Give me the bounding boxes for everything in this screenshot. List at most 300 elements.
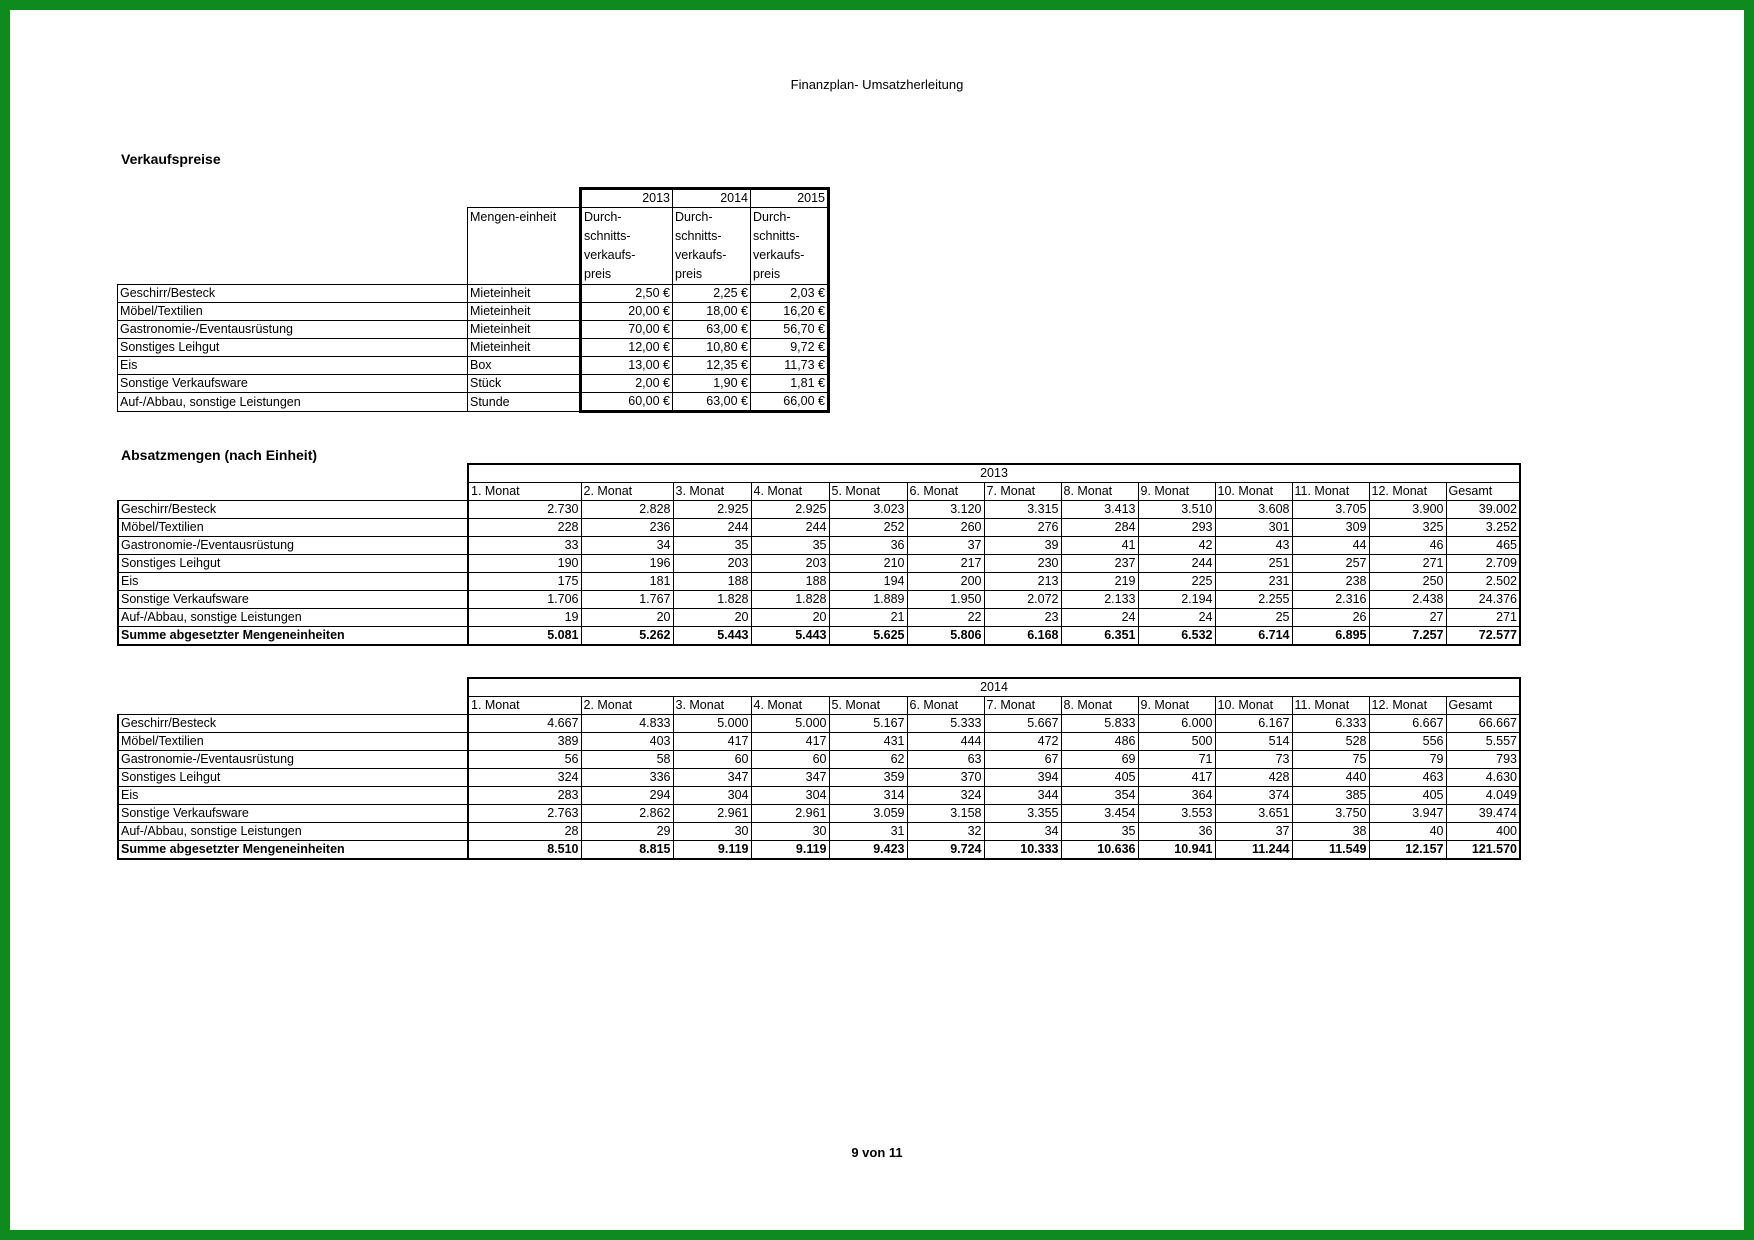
month-header: 10. Monat <box>1215 697 1292 715</box>
quantity-value: 196 <box>581 555 673 573</box>
quantity-value: 385 <box>1292 787 1369 805</box>
page-number: 9 von 11 <box>851 1145 903 1160</box>
price-year-2015: 2015 <box>751 189 829 208</box>
quantity-value: 30 <box>751 823 829 841</box>
quantity-value: 38 <box>1292 823 1369 841</box>
quantity-value: 67 <box>984 751 1061 769</box>
price-value: 56,70 € <box>751 321 829 339</box>
price-row-label: Auf-/Abbau, sonstige Leistungen <box>118 393 468 412</box>
quantity-value: 188 <box>673 573 751 591</box>
quantity-value: 400 <box>1446 823 1520 841</box>
quantity-value: 28 <box>468 823 581 841</box>
quantity-value: 63 <box>907 751 984 769</box>
quantity-value: 3.413 <box>1061 501 1138 519</box>
quantity-value: 244 <box>673 519 751 537</box>
quantity-value: 2.763 <box>468 805 581 823</box>
quantity-sum-value: 5.081 <box>468 627 581 646</box>
quantity-value: 2.925 <box>673 501 751 519</box>
price-row <box>118 339 829 357</box>
price-row-label: Geschirr/Besteck <box>118 285 468 303</box>
quantity-value: 260 <box>907 519 984 537</box>
quantity-value: 3.252 <box>1446 519 1520 537</box>
quantity-value: 463 <box>1369 769 1446 787</box>
quantity-value: 79 <box>1369 751 1446 769</box>
quantity-sum-value: 9.423 <box>829 841 907 860</box>
quantity-value: 4.833 <box>581 715 673 733</box>
month-header: Gesamt <box>1446 483 1520 501</box>
price-row-unit: Mieteinheit <box>468 303 581 321</box>
quantity-value: 24.376 <box>1446 591 1520 609</box>
quantity-value: 444 <box>907 733 984 751</box>
quantity-row <box>118 573 1520 591</box>
quantity-value: 41 <box>1061 537 1138 555</box>
price-row-unit: Mieteinheit <box>468 339 581 357</box>
quantity-year-row <box>118 678 1520 697</box>
quantity-value: 203 <box>751 555 829 573</box>
quantity-value: 36 <box>1138 823 1215 841</box>
price-value: 20,00 € <box>581 303 673 321</box>
quantity-value: 2.862 <box>581 805 673 823</box>
quantity-sum-value: 121.570 <box>1446 841 1520 860</box>
price-value: 1,81 € <box>751 375 829 393</box>
quantity-value: 4.630 <box>1446 769 1520 787</box>
quantity-value: 465 <box>1446 537 1520 555</box>
quantity-value: 3.454 <box>1061 805 1138 823</box>
quantity-value: 31 <box>829 823 907 841</box>
quantity-sum-value: 5.443 <box>673 627 751 646</box>
quantity-year-header: 2013 <box>468 464 1520 483</box>
price-value: 12,35 € <box>673 357 751 375</box>
quantity-row <box>118 751 1520 769</box>
quantity-row-label: Gastronomie-/Eventausrüstung <box>118 751 468 769</box>
quantity-sum-value: 5.262 <box>581 627 673 646</box>
price-value: 66,00 € <box>751 393 829 412</box>
quantity-value: 3.651 <box>1215 805 1292 823</box>
quantity-value: 71 <box>1138 751 1215 769</box>
quantity-value: 200 <box>907 573 984 591</box>
month-header: 4. Monat <box>751 483 829 501</box>
quantity-value: 2.438 <box>1369 591 1446 609</box>
quantity-value: 428 <box>1215 769 1292 787</box>
quantity-value: 3.750 <box>1292 805 1369 823</box>
quantity-row <box>118 609 1520 627</box>
quantity-value: 66.667 <box>1446 715 1520 733</box>
quantity-value: 30 <box>673 823 751 841</box>
quantity-row-label: Eis <box>118 787 468 805</box>
quantity-row <box>118 769 1520 787</box>
quantity-value: 2.255 <box>1215 591 1292 609</box>
quantity-value: 219 <box>1061 573 1138 591</box>
quantity-value: 40 <box>1369 823 1446 841</box>
quantity-month-row <box>118 697 1520 715</box>
quantity-row-label: Möbel/Textilien <box>118 733 468 751</box>
page-title: Finanzplan- Umsatzherleitung <box>790 77 964 92</box>
price-value: 2,03 € <box>751 285 829 303</box>
quantity-value: 4.667 <box>468 715 581 733</box>
quantity-value: 347 <box>751 769 829 787</box>
quantity-row <box>118 555 1520 573</box>
quantity-value: 2.194 <box>1138 591 1215 609</box>
quantity-value: 359 <box>829 769 907 787</box>
quantity-row-label: Gastronomie-/Eventausrüstung <box>118 537 468 555</box>
quantity-value: 39.002 <box>1446 501 1520 519</box>
quantity-value: 440 <box>1292 769 1369 787</box>
quantity-value: 23 <box>984 609 1061 627</box>
price-row-unit: Mieteinheit <box>468 285 581 303</box>
quantity-value: 60 <box>751 751 829 769</box>
quantity-row-label: Sonstiges Leihgut <box>118 555 468 573</box>
quantity-value: 22 <box>907 609 984 627</box>
prices-section-title: Verkaufspreise <box>121 151 221 167</box>
price-row-label: Gastronomie-/Eventausrüstung <box>118 321 468 339</box>
quantity-row <box>118 519 1520 537</box>
price-year-2013: 2013 <box>581 189 673 208</box>
quantity-value: 793 <box>1446 751 1520 769</box>
month-header: 5. Monat <box>829 697 907 715</box>
quantity-row <box>118 537 1520 555</box>
month-header: 2. Monat <box>581 483 673 501</box>
quantity-value: 324 <box>907 787 984 805</box>
month-header: 9. Monat <box>1138 697 1215 715</box>
quantity-value: 472 <box>984 733 1061 751</box>
quantity-value: 394 <box>984 769 1061 787</box>
quantity-value: 58 <box>581 751 673 769</box>
quantity-value: 35 <box>673 537 751 555</box>
quantity-value: 3.510 <box>1138 501 1215 519</box>
quantity-value: 39.474 <box>1446 805 1520 823</box>
price-value: 2,25 € <box>673 285 751 303</box>
month-header: 12. Monat <box>1369 483 1446 501</box>
quantity-sum-label: Summe abgesetzter Mengeneinheiten <box>118 627 468 646</box>
quantity-value: 324 <box>468 769 581 787</box>
quantity-value: 271 <box>1369 555 1446 573</box>
quantity-row-label: Auf-/Abbau, sonstige Leistungen <box>118 823 468 841</box>
quantity-value: 27 <box>1369 609 1446 627</box>
quantity-value: 37 <box>907 537 984 555</box>
quantity-value: 3.900 <box>1369 501 1446 519</box>
quantity-value: 344 <box>984 787 1061 805</box>
quantity-value: 236 <box>581 519 673 537</box>
quantity-value: 389 <box>468 733 581 751</box>
quantity-value: 35 <box>1061 823 1138 841</box>
quantity-value: 3.355 <box>984 805 1061 823</box>
quantity-value: 244 <box>1138 555 1215 573</box>
quantity-value: 20 <box>581 609 673 627</box>
month-header: 6. Monat <box>907 483 984 501</box>
price-value: 12,00 € <box>581 339 673 357</box>
quantity-value: 25 <box>1215 609 1292 627</box>
quantity-value: 293 <box>1138 519 1215 537</box>
quantity-row-label: Sonstiges Leihgut <box>118 769 468 787</box>
month-header: 12. Monat <box>1369 697 1446 715</box>
quantity-value: 42 <box>1138 537 1215 555</box>
quantity-value: 6.667 <box>1369 715 1446 733</box>
quantity-sum-label: Summe abgesetzter Mengeneinheiten <box>118 841 468 860</box>
quantity-value: 1.767 <box>581 591 673 609</box>
quantity-value: 3.553 <box>1138 805 1215 823</box>
month-header: 11. Monat <box>1292 697 1369 715</box>
quantity-value: 26 <box>1292 609 1369 627</box>
quantity-sum-value: 5.443 <box>751 627 829 646</box>
quantity-year-row <box>118 464 1520 483</box>
price-value: 63,00 € <box>673 393 751 412</box>
month-header: 9. Monat <box>1138 483 1215 501</box>
quantity-value: 3.705 <box>1292 501 1369 519</box>
price-desc-header: Durch- schnitts- verkaufs- preis <box>581 208 673 285</box>
quantity-value: 181 <box>581 573 673 591</box>
quantity-value: 5.333 <box>907 715 984 733</box>
month-header: 8. Monat <box>1061 483 1138 501</box>
quantity-row-label: Geschirr/Besteck <box>118 715 468 733</box>
quantity-value: 5.833 <box>1061 715 1138 733</box>
quantity-value: 336 <box>581 769 673 787</box>
quantity-value: 46 <box>1369 537 1446 555</box>
quantity-value: 3.059 <box>829 805 907 823</box>
price-year-row <box>118 189 829 208</box>
quantity-value: 238 <box>1292 573 1369 591</box>
quantity-sum-value: 10.636 <box>1061 841 1138 860</box>
month-header: 6. Monat <box>907 697 984 715</box>
quantity-value: 2.961 <box>751 805 829 823</box>
month-header: 8. Monat <box>1061 697 1138 715</box>
quantity-value: 309 <box>1292 519 1369 537</box>
price-row <box>118 375 829 393</box>
quantity-sum-value: 12.157 <box>1369 841 1446 860</box>
quantity-value: 354 <box>1061 787 1138 805</box>
quantity-value: 2.730 <box>468 501 581 519</box>
price-value: 10,80 € <box>673 339 751 357</box>
price-header-row <box>118 208 829 285</box>
price-row-unit: Stück <box>468 375 581 393</box>
quantity-value: 29 <box>581 823 673 841</box>
quantity-value: 6.000 <box>1138 715 1215 733</box>
sales-price-table <box>117 187 830 413</box>
quantity-sum-value: 6.168 <box>984 627 1061 646</box>
quantity-value: 32 <box>907 823 984 841</box>
quantity-value: 556 <box>1369 733 1446 751</box>
quantity-value: 374 <box>1215 787 1292 805</box>
quantity-sum-value: 6.532 <box>1138 627 1215 646</box>
month-header: 11. Monat <box>1292 483 1369 501</box>
price-row-label: Eis <box>118 357 468 375</box>
quantity-row <box>118 591 1520 609</box>
month-header: 2. Monat <box>581 697 673 715</box>
quantity-value: 5.000 <box>751 715 829 733</box>
price-year-2014: 2014 <box>673 189 751 208</box>
quantity-value: 2.316 <box>1292 591 1369 609</box>
quantity-value: 2.502 <box>1446 573 1520 591</box>
price-row <box>118 393 829 412</box>
quantity-value: 34 <box>581 537 673 555</box>
quantity-sum-value: 5.625 <box>829 627 907 646</box>
quantity-sum-value: 11.549 <box>1292 841 1369 860</box>
quantity-value: 403 <box>581 733 673 751</box>
quantity-value: 24 <box>1061 609 1138 627</box>
quantity-value: 364 <box>1138 787 1215 805</box>
quantity-value: 39 <box>984 537 1061 555</box>
price-row-unit: Box <box>468 357 581 375</box>
quantity-sum-value: 9.119 <box>673 841 751 860</box>
quantity-value: 514 <box>1215 733 1292 751</box>
quantity-value: 5.667 <box>984 715 1061 733</box>
price-value: 2,50 € <box>581 285 673 303</box>
quantity-value: 194 <box>829 573 907 591</box>
quantity-value: 203 <box>673 555 751 573</box>
quantity-row <box>118 823 1520 841</box>
quantity-value: 251 <box>1215 555 1292 573</box>
month-header: 7. Monat <box>984 697 1061 715</box>
quantity-value: 3.315 <box>984 501 1061 519</box>
price-row <box>118 303 829 321</box>
quantity-sum-row <box>118 627 1520 646</box>
quantity-value: 20 <box>751 609 829 627</box>
quantity-value: 3.120 <box>907 501 984 519</box>
quantity-value: 250 <box>1369 573 1446 591</box>
quantity-value: 6.167 <box>1215 715 1292 733</box>
quantity-value: 5.167 <box>829 715 907 733</box>
quantity-value: 225 <box>1138 573 1215 591</box>
quantity-sum-value: 6.714 <box>1215 627 1292 646</box>
quantity-value: 35 <box>751 537 829 555</box>
quantity-value: 190 <box>468 555 581 573</box>
quantity-sum-value: 6.895 <box>1292 627 1369 646</box>
quantity-value: 5.557 <box>1446 733 1520 751</box>
quantity-value: 217 <box>907 555 984 573</box>
quantity-value: 228 <box>468 519 581 537</box>
quantity-sum-value: 10.941 <box>1138 841 1215 860</box>
price-row-label: Sonstiges Leihgut <box>118 339 468 357</box>
quantity-row <box>118 787 1520 805</box>
quantity-row-label: Eis <box>118 573 468 591</box>
quantity-value: 75 <box>1292 751 1369 769</box>
month-header: 4. Monat <box>751 697 829 715</box>
quantity-value: 283 <box>468 787 581 805</box>
quantity-value: 24 <box>1138 609 1215 627</box>
price-value: 16,20 € <box>751 303 829 321</box>
quantity-value: 244 <box>751 519 829 537</box>
quantity-value: 417 <box>1138 769 1215 787</box>
quantity-value: 301 <box>1215 519 1292 537</box>
price-desc-header: Durch- schnitts- verkaufs- preis <box>673 208 751 285</box>
quantity-value: 3.023 <box>829 501 907 519</box>
quantity-sum-value: 72.577 <box>1446 627 1520 646</box>
month-header: 1. Monat <box>468 697 581 715</box>
price-value: 11,73 € <box>751 357 829 375</box>
quantity-value: 2.925 <box>751 501 829 519</box>
quantity-value: 431 <box>829 733 907 751</box>
price-value: 9,72 € <box>751 339 829 357</box>
quantity-value: 237 <box>1061 555 1138 573</box>
price-row-label: Möbel/Textilien <box>118 303 468 321</box>
quantity-value: 2.133 <box>1061 591 1138 609</box>
quantity-row <box>118 501 1520 519</box>
quantity-value: 486 <box>1061 733 1138 751</box>
quantity-value: 36 <box>829 537 907 555</box>
quantity-value: 2.961 <box>673 805 751 823</box>
quantity-value: 528 <box>1292 733 1369 751</box>
quantity-value: 417 <box>751 733 829 751</box>
quantity-value: 2.709 <box>1446 555 1520 573</box>
quantity-sum-value: 8.815 <box>581 841 673 860</box>
quantity-value: 231 <box>1215 573 1292 591</box>
quantity-value: 284 <box>1061 519 1138 537</box>
quantity-value: 175 <box>468 573 581 591</box>
quantity-value: 304 <box>673 787 751 805</box>
month-header: Gesamt <box>1446 697 1520 715</box>
month-header: 1. Monat <box>468 483 581 501</box>
price-row <box>118 285 829 303</box>
quantities-section-title: Absatzmengen (nach Einheit) <box>121 447 318 463</box>
quantity-table-2013 <box>117 463 1521 646</box>
quantity-value: 304 <box>751 787 829 805</box>
price-value: 13,00 € <box>581 357 673 375</box>
quantity-row <box>118 733 1520 751</box>
unit-header: Mengen-einheit <box>468 208 581 285</box>
quantity-value: 19 <box>468 609 581 627</box>
quantity-sum-value: 9.724 <box>907 841 984 860</box>
quantity-value: 3.947 <box>1369 805 1446 823</box>
price-value: 18,00 € <box>673 303 751 321</box>
quantity-row-label: Sonstige Verkaufsware <box>118 591 468 609</box>
quantity-value: 370 <box>907 769 984 787</box>
price-value: 2,00 € <box>581 375 673 393</box>
quantity-value: 230 <box>984 555 1061 573</box>
quantity-value: 33 <box>468 537 581 555</box>
quantity-value: 1.889 <box>829 591 907 609</box>
quantity-value: 276 <box>984 519 1061 537</box>
quantity-value: 1.828 <box>751 591 829 609</box>
quantity-value: 2.072 <box>984 591 1061 609</box>
quantity-year-header: 2014 <box>468 678 1520 697</box>
quantity-value: 73 <box>1215 751 1292 769</box>
quantity-value: 347 <box>673 769 751 787</box>
quantity-value: 5.000 <box>673 715 751 733</box>
quantity-value: 210 <box>829 555 907 573</box>
quantity-value: 1.950 <box>907 591 984 609</box>
quantity-sum-value: 6.351 <box>1061 627 1138 646</box>
quantity-row-label: Sonstige Verkaufsware <box>118 805 468 823</box>
quantity-sum-value: 10.333 <box>984 841 1061 860</box>
price-row-label: Sonstige Verkaufsware <box>118 375 468 393</box>
quantity-value: 1.706 <box>468 591 581 609</box>
quantity-value: 188 <box>751 573 829 591</box>
quantity-value: 62 <box>829 751 907 769</box>
quantity-sum-value: 11.244 <box>1215 841 1292 860</box>
quantity-value: 294 <box>581 787 673 805</box>
quantity-value: 405 <box>1369 787 1446 805</box>
quantity-value: 3.158 <box>907 805 984 823</box>
quantity-sum-value: 7.257 <box>1369 627 1446 646</box>
month-header: 10. Monat <box>1215 483 1292 501</box>
price-value: 70,00 € <box>581 321 673 339</box>
quantity-row-label: Geschirr/Besteck <box>118 501 468 519</box>
price-value: 60,00 € <box>581 393 673 412</box>
quantity-sum-value: 8.510 <box>468 841 581 860</box>
quantity-value: 271 <box>1446 609 1520 627</box>
quantity-sum-row <box>118 841 1520 860</box>
quantity-value: 325 <box>1369 519 1446 537</box>
quantity-value: 44 <box>1292 537 1369 555</box>
quantity-value: 257 <box>1292 555 1369 573</box>
month-header: 7. Monat <box>984 483 1061 501</box>
month-header: 3. Monat <box>673 483 751 501</box>
month-header: 5. Monat <box>829 483 907 501</box>
quantity-value: 20 <box>673 609 751 627</box>
quantity-value: 4.049 <box>1446 787 1520 805</box>
quantity-value: 6.333 <box>1292 715 1369 733</box>
quantity-value: 2.828 <box>581 501 673 519</box>
quantity-value: 3.608 <box>1215 501 1292 519</box>
